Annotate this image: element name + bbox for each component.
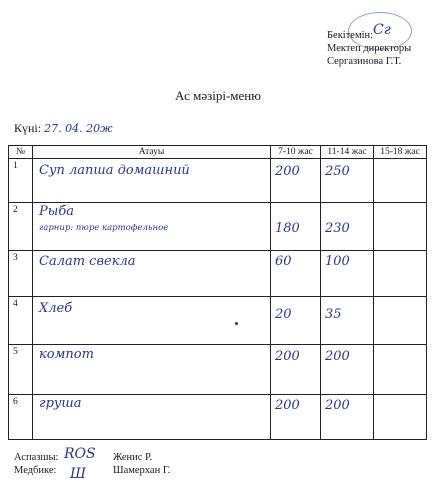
portion-7-10: 180 (271, 203, 321, 251)
approval-position: Мектеп директоры (327, 43, 412, 54)
table-row (9, 345, 427, 395)
dish-name-cell (33, 297, 271, 345)
portion-7-10: 60 (271, 251, 321, 297)
portion-15-18 (374, 345, 427, 395)
table-header-row (9, 146, 427, 159)
menu-table (8, 145, 427, 440)
cook-label: Аспазшы: (14, 452, 59, 463)
portion-11-14: 35 (321, 297, 374, 345)
dish-name: груша (39, 396, 82, 411)
dish-name-cell (33, 395, 271, 440)
portion-7-10: 200 (271, 345, 321, 395)
approval-label: Бекітемін: (327, 30, 374, 41)
portion-7-10: 20 (271, 297, 321, 345)
approval-block (327, 29, 411, 68)
dish-name-cell (33, 251, 271, 297)
portion-11-14: 200 (321, 345, 374, 395)
portion-15-18 (374, 159, 427, 203)
date-row (14, 121, 113, 136)
dish-name-cell (33, 159, 271, 203)
dish-name-cell (33, 345, 271, 395)
table-row (9, 395, 427, 440)
dish-name: Салат свекла (39, 254, 136, 269)
director-signature: Сг (373, 22, 391, 38)
table-row (9, 203, 427, 251)
row-number: 1 (9, 159, 33, 203)
dish-name: компот (39, 347, 94, 362)
portion-7-10: 200 (271, 159, 321, 203)
portion-15-18 (374, 203, 427, 251)
dish-side: гарнир: пюре картофельное (39, 223, 169, 233)
approval-director-name: Сергазинова Г.Т. (327, 56, 402, 67)
nurse-label: Медбике: (14, 465, 57, 476)
header-number: № (9, 146, 33, 159)
table-row (9, 297, 427, 345)
table-row (9, 251, 427, 297)
date-value: 27. 04. 20ж (44, 122, 113, 135)
nurse-signature: Ш (70, 466, 86, 482)
portion-11-14: 230 (321, 203, 374, 251)
row-number: 3 (9, 251, 33, 297)
portion-11-14: 200 (321, 395, 374, 440)
header-age-11-14: 11-14 жас (321, 146, 374, 159)
dish-name-cell (33, 203, 271, 251)
cook-name: Женис Р. (113, 452, 153, 463)
portion-7-10: 200 (271, 395, 321, 440)
header-age-15-18: 15-18 жас (374, 146, 427, 159)
portion-15-18 (374, 297, 427, 345)
portion-11-14: 100 (321, 251, 374, 297)
ink-dot (235, 322, 238, 325)
row-number: 6 (9, 395, 33, 440)
row-number: 4 (9, 297, 33, 345)
portion-15-18 (374, 395, 427, 440)
dish-name: Рыба (39, 204, 75, 219)
portion-15-18 (374, 251, 427, 297)
nurse-name: Шамерхан Г. (113, 465, 171, 476)
portion-11-14: 250 (321, 159, 374, 203)
table-row (9, 159, 427, 203)
nurse-row (14, 465, 171, 476)
dish-name: Суп лапша домашний (39, 163, 190, 178)
page-title: Ас мәзірі-меню (175, 88, 261, 103)
cook-signature: ROS (64, 446, 96, 462)
header-age-7-10: 7-10 жас (271, 146, 321, 159)
row-number: 5 (9, 345, 33, 395)
row-number: 2 (9, 203, 33, 251)
header-name: Атауы (33, 146, 271, 159)
date-label: Күні: (14, 121, 42, 135)
dish-name: Хлеб (39, 301, 73, 316)
